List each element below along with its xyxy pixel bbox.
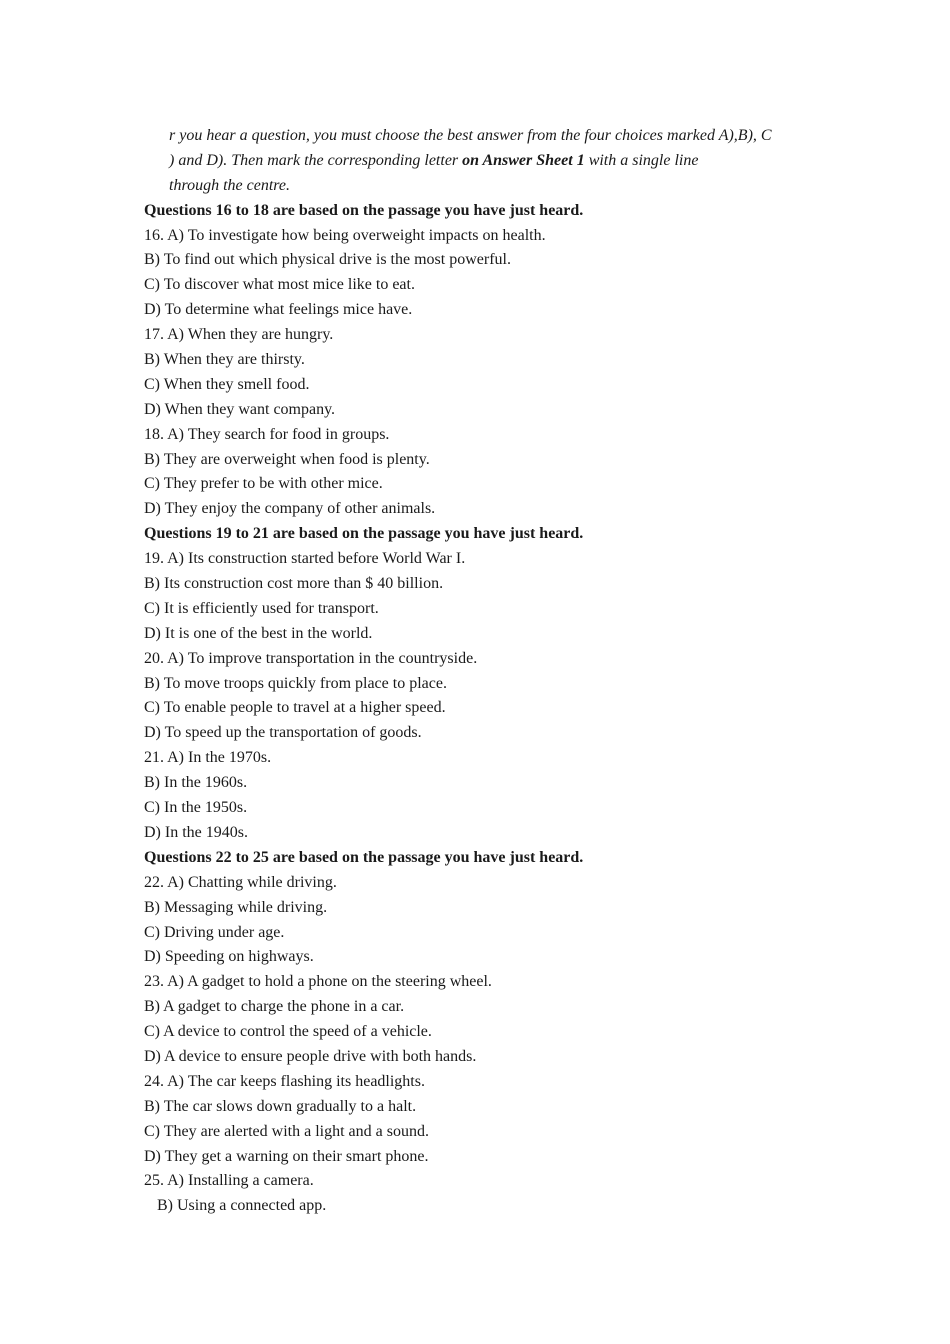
document-page <box>144 124 824 1219</box>
question-option: B) When they are thirsty. <box>144 351 305 369</box>
question-option: D) When they want company. <box>144 400 336 418</box>
question-option: B) In the 1960s. <box>144 774 248 792</box>
question-option: B) To find out which physical drive is the most powerful. <box>144 251 511 269</box>
question-option: 19. A) Its construction started before World War I. <box>144 550 466 568</box>
answer-sheet-emphasis: on Answer Sheet 1 <box>462 151 585 169</box>
question-option: D) They get a warning on their smart phone. <box>144 1147 429 1165</box>
question-option: C) They are alerted with a light and a sound. <box>144 1122 429 1140</box>
question-option: 22. A) Chatting while driving. <box>144 873 337 891</box>
question-option: C) To enable people to travel at a higher speed. <box>144 699 446 717</box>
directions-line-2-start: ) and D). Then mark the corresponding letter <box>169 151 463 169</box>
question-option: D) To determine what feelings mice have. <box>144 301 413 319</box>
question-option: B) A gadget to charge the phone in a car. <box>144 998 405 1016</box>
question-option: D) To speed up the transportation of goods. <box>144 724 422 742</box>
question-option: 18. A) They search for food in groups. <box>144 425 390 443</box>
question-option: B) Its construction cost more than $ 40 billion. <box>144 575 444 593</box>
directions-line-1: r you hear a question, you must choose the best answer from the four choices marked A),B), C <box>169 127 772 144</box>
question-option: 16. A) To investigate how being overweight impacts on health. <box>144 226 546 244</box>
directions-line-3: through the centre. <box>169 176 291 194</box>
section-heading: Questions 19 to 21 are based on the passage you have just heard. <box>144 525 584 543</box>
question-option: C) In the 1950s. <box>144 799 248 817</box>
question-option: 17. A) When they are hungry. <box>144 326 334 344</box>
question-option: C) It is efficiently used for transport. <box>144 599 379 617</box>
question-option: B) The car slows down gradually to a halt. <box>144 1097 417 1115</box>
question-option: D) They enjoy the company of other animals. <box>144 500 436 518</box>
question-option: B) To move troops quickly from place to place. <box>144 674 447 692</box>
question-option: B) They are overweight when food is plenty. <box>144 450 430 468</box>
question-option: 21. A) In the 1970s. <box>144 749 272 767</box>
section-heading: Questions 16 to 18 are based on the passage you have just heard. <box>144 201 584 219</box>
question-option: D) Speeding on highways. <box>144 948 314 966</box>
question-option: 20. A) To improve transportation in the countryside. <box>144 649 478 667</box>
question-option: D) In the 1940s. <box>144 823 248 841</box>
question-option: 25. A) Installing a camera. <box>144 1172 314 1190</box>
question-option: B) Using a connected app. <box>157 1197 327 1215</box>
question-option: C) Driving under age. <box>144 923 285 941</box>
question-option: D) A device to ensure people drive with both hands. <box>144 1047 477 1065</box>
question-option: C) A device to control the speed of a vehicle. <box>144 1023 432 1041</box>
section-heading: Questions 22 to 25 are based on the passage you have just heard. <box>144 848 584 866</box>
question-option: 23. A) A gadget to hold a phone on the steering wheel. <box>144 973 492 991</box>
question-option: C) They prefer to be with other mice. <box>144 475 383 493</box>
question-option: D) It is one of the best in the world. <box>144 624 373 642</box>
directions-line-2 <box>144 149 824 174</box>
question-option: B) Messaging while driving. <box>144 898 328 916</box>
question-option: C) To discover what most mice like to eat. <box>144 276 415 294</box>
question-option: C) When they smell food. <box>144 375 310 393</box>
question-option: 24. A) The car keeps flashing its headlights. <box>144 1072 425 1090</box>
directions-line-2-end: with a single line <box>584 151 699 169</box>
